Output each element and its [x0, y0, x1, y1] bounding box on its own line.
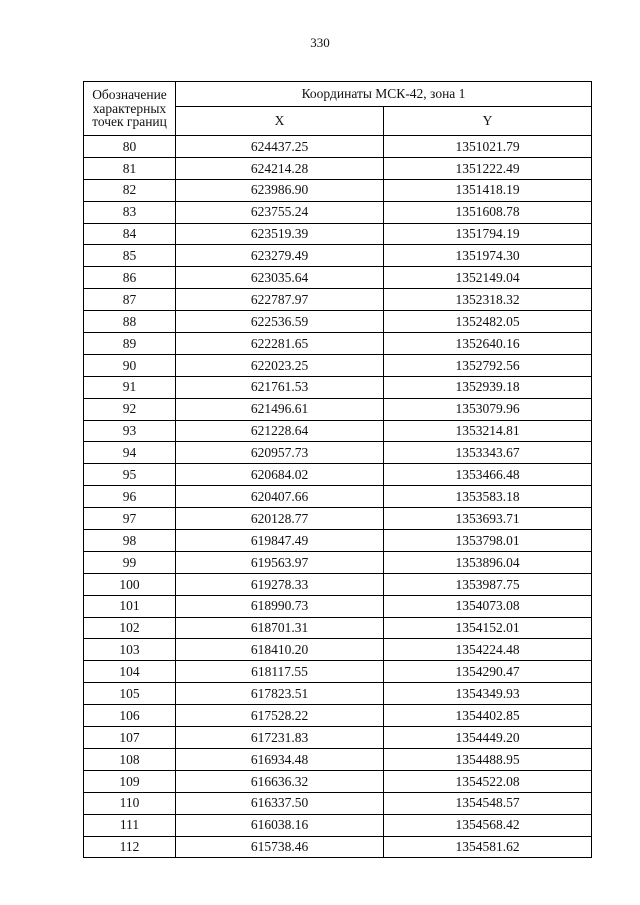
x-coordinate-cell: 623986.90 — [176, 179, 384, 201]
header-row — [84, 82, 592, 107]
table-row — [84, 792, 592, 814]
table-row — [84, 486, 592, 508]
x-coordinate-cell: 619847.49 — [176, 530, 384, 552]
y-coordinate-cell: 1354449.20 — [384, 727, 592, 749]
x-coordinate-cell: 623279.49 — [176, 245, 384, 267]
y-column-header: Y — [384, 107, 592, 136]
y-coordinate-cell: 1351974.30 — [384, 245, 592, 267]
y-coordinate-cell: 1354522.08 — [384, 770, 592, 792]
point-cell: 106 — [84, 705, 176, 727]
table-header — [84, 82, 592, 136]
point-cell: 104 — [84, 661, 176, 683]
x-coordinate-cell: 623755.24 — [176, 201, 384, 223]
table-row — [84, 179, 592, 201]
table-row — [84, 464, 592, 486]
point-cell: 112 — [84, 836, 176, 858]
x-coordinate-cell: 617823.51 — [176, 683, 384, 705]
x-coordinate-cell: 619278.33 — [176, 573, 384, 595]
point-cell: 94 — [84, 442, 176, 464]
x-coordinate-cell: 618117.55 — [176, 661, 384, 683]
x-coordinate-cell: 621228.64 — [176, 420, 384, 442]
point-cell: 84 — [84, 223, 176, 245]
table-row — [84, 770, 592, 792]
y-coordinate-cell: 1352640.16 — [384, 333, 592, 355]
table-row — [84, 573, 592, 595]
point-cell: 108 — [84, 748, 176, 770]
y-coordinate-cell: 1353583.18 — [384, 486, 592, 508]
y-coordinate-cell: 1351418.19 — [384, 179, 592, 201]
table-row — [84, 354, 592, 376]
table-row — [84, 223, 592, 245]
table-row — [84, 333, 592, 355]
x-coordinate-cell: 622787.97 — [176, 289, 384, 311]
table-row — [84, 705, 592, 727]
x-coordinate-cell: 624437.25 — [176, 136, 384, 158]
point-cell: 97 — [84, 508, 176, 530]
point-cell: 99 — [84, 551, 176, 573]
point-cell: 86 — [84, 267, 176, 289]
point-cell: 92 — [84, 398, 176, 420]
table-row — [84, 311, 592, 333]
point-cell: 83 — [84, 201, 176, 223]
point-cell: 98 — [84, 530, 176, 552]
table-row — [84, 661, 592, 683]
y-coordinate-cell: 1353343.67 — [384, 442, 592, 464]
table-row — [84, 727, 592, 749]
x-coordinate-cell: 623035.64 — [176, 267, 384, 289]
point-cell: 93 — [84, 420, 176, 442]
table-row — [84, 376, 592, 398]
x-coordinate-cell: 619563.97 — [176, 551, 384, 573]
table-row — [84, 267, 592, 289]
x-coordinate-cell: 618410.20 — [176, 639, 384, 661]
x-coordinate-cell: 621761.53 — [176, 376, 384, 398]
table-row — [84, 245, 592, 267]
point-cell: 111 — [84, 814, 176, 836]
x-coordinate-cell: 616934.48 — [176, 748, 384, 770]
x-coordinate-cell: 624214.28 — [176, 157, 384, 179]
x-coordinate-cell: 622281.65 — [176, 333, 384, 355]
y-coordinate-cell: 1352792.56 — [384, 354, 592, 376]
x-coordinate-cell: 621496.61 — [176, 398, 384, 420]
table-row — [84, 442, 592, 464]
y-coordinate-cell: 1354548.57 — [384, 792, 592, 814]
point-header-line-2: характерных — [92, 100, 167, 116]
y-coordinate-cell: 1351794.19 — [384, 223, 592, 245]
x-coordinate-cell: 617231.83 — [176, 727, 384, 749]
y-coordinate-cell: 1354568.42 — [384, 814, 592, 836]
point-cell: 91 — [84, 376, 176, 398]
x-coordinate-cell: 617528.22 — [176, 705, 384, 727]
page-number: 330 — [310, 35, 330, 50]
x-coordinate-cell: 622536.59 — [176, 311, 384, 333]
table-row — [84, 157, 592, 179]
table-row — [84, 398, 592, 420]
table-row — [84, 136, 592, 158]
x-coordinate-cell: 623519.39 — [176, 223, 384, 245]
y-coordinate-cell: 1354488.95 — [384, 748, 592, 770]
x-coordinate-cell: 622023.25 — [176, 354, 384, 376]
y-coordinate-cell: 1354224.48 — [384, 639, 592, 661]
y-coordinate-cell: 1353987.75 — [384, 573, 592, 595]
table-row — [84, 289, 592, 311]
x-coordinate-cell: 615738.46 — [176, 836, 384, 858]
y-coordinate-cell: 1354073.08 — [384, 595, 592, 617]
y-coordinate-cell: 1351222.49 — [384, 157, 592, 179]
point-header-line-3: точек границ — [92, 114, 167, 130]
point-cell: 107 — [84, 727, 176, 749]
x-coordinate-cell: 616636.32 — [176, 770, 384, 792]
y-coordinate-cell: 1353896.04 — [384, 551, 592, 573]
point-cell: 90 — [84, 354, 176, 376]
table-body — [84, 136, 592, 858]
table-row — [84, 836, 592, 858]
point-header-line-1: Обозначение — [92, 87, 167, 103]
x-coordinate-cell: 620957.73 — [176, 442, 384, 464]
y-coordinate-cell: 1352318.32 — [384, 289, 592, 311]
x-column-header: X — [176, 107, 384, 136]
y-coordinate-cell: 1353798.01 — [384, 530, 592, 552]
point-cell: 89 — [84, 333, 176, 355]
table-row — [84, 551, 592, 573]
y-coordinate-cell: 1352149.04 — [384, 267, 592, 289]
point-cell: 87 — [84, 289, 176, 311]
table-row — [84, 639, 592, 661]
y-coordinate-cell: 1354152.01 — [384, 617, 592, 639]
y-coordinate-cell: 1353466.48 — [384, 464, 592, 486]
point-cell: 96 — [84, 486, 176, 508]
y-coordinate-cell: 1354581.62 — [384, 836, 592, 858]
point-cell: 82 — [84, 179, 176, 201]
y-coordinate-cell: 1351021.79 — [384, 136, 592, 158]
y-coordinate-cell: 1351608.78 — [384, 201, 592, 223]
x-coordinate-cell: 616337.50 — [176, 792, 384, 814]
x-coordinate-cell: 620128.77 — [176, 508, 384, 530]
coordinates-table — [83, 81, 592, 858]
x-coordinate-cell: 618990.73 — [176, 595, 384, 617]
point-cell: 103 — [84, 639, 176, 661]
point-designation-header — [84, 82, 176, 136]
x-coordinate-cell: 618701.31 — [176, 617, 384, 639]
point-cell: 110 — [84, 792, 176, 814]
table-row — [84, 814, 592, 836]
x-coordinate-cell: 620684.02 — [176, 464, 384, 486]
table-row — [84, 508, 592, 530]
point-cell: 81 — [84, 157, 176, 179]
y-coordinate-cell: 1352939.18 — [384, 376, 592, 398]
y-coordinate-cell: 1353693.71 — [384, 508, 592, 530]
table-row — [84, 595, 592, 617]
table-row — [84, 617, 592, 639]
point-cell: 85 — [84, 245, 176, 267]
x-coordinate-cell: 616038.16 — [176, 814, 384, 836]
point-cell: 105 — [84, 683, 176, 705]
y-coordinate-cell: 1354290.47 — [384, 661, 592, 683]
point-cell: 109 — [84, 770, 176, 792]
y-coordinate-cell: 1354402.85 — [384, 705, 592, 727]
table-row — [84, 201, 592, 223]
y-coordinate-cell: 1354349.93 — [384, 683, 592, 705]
point-cell: 80 — [84, 136, 176, 158]
point-cell: 95 — [84, 464, 176, 486]
table-row — [84, 683, 592, 705]
y-coordinate-cell: 1353214.81 — [384, 420, 592, 442]
coordinates-system-header: Координаты МСК-42, зона 1 — [176, 82, 592, 107]
x-coordinate-cell: 620407.66 — [176, 486, 384, 508]
table-row — [84, 530, 592, 552]
y-coordinate-cell: 1353079.96 — [384, 398, 592, 420]
point-cell: 101 — [84, 595, 176, 617]
point-cell: 102 — [84, 617, 176, 639]
point-cell: 100 — [84, 573, 176, 595]
point-cell: 88 — [84, 311, 176, 333]
table-row — [84, 420, 592, 442]
table-row — [84, 748, 592, 770]
y-coordinate-cell: 1352482.05 — [384, 311, 592, 333]
